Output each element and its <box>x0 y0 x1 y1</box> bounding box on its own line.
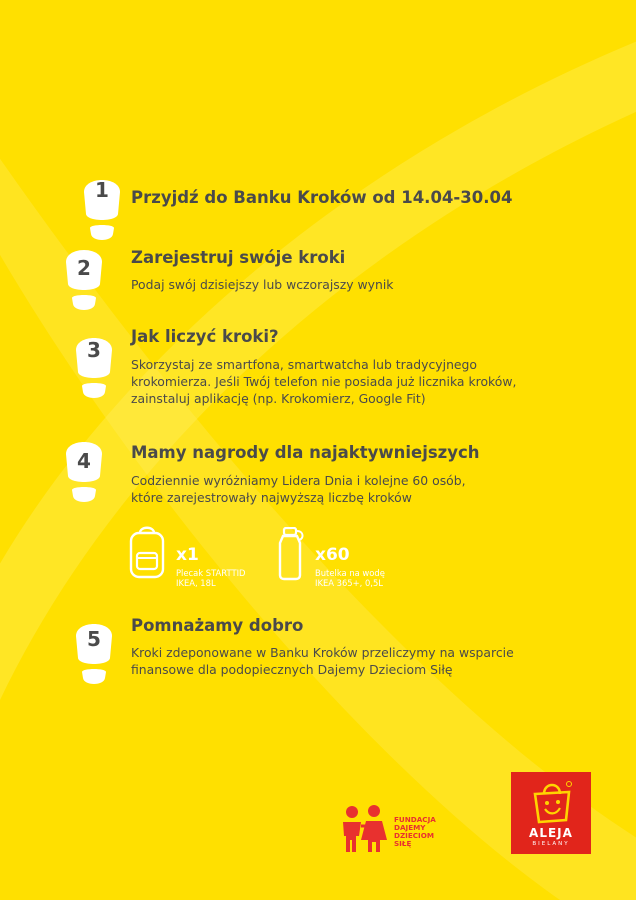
description-line: Kroki zdeponowane w Banku Kroków przeliczymy na wsparcie <box>131 645 514 660</box>
description-line: które zarejestrowały najwyższą liczbę kroków <box>131 490 412 505</box>
prize-bottle <box>275 527 425 597</box>
step-description <box>131 472 601 506</box>
description-line: Podaj swój dzisiejszy lub wczorajszy wynik <box>131 277 394 292</box>
prize-backpack <box>128 525 268 595</box>
step-title: Przyjdź do Banku Kroków od 14.04-30.04 <box>131 188 513 207</box>
aleja-bielany-logo <box>511 772 591 854</box>
step-number: 1 <box>95 178 109 202</box>
prize-label-line: Butelka na wodę <box>315 568 385 578</box>
step-title: Mamy nagrody dla najaktywniejszych <box>131 443 480 462</box>
step-number: 3 <box>87 338 101 362</box>
step-description <box>131 644 601 678</box>
description-line: finansowe dla podopiecznych Dajemy Dzieciom Siłę <box>131 662 453 677</box>
step-title: Pomnażamy dobro <box>131 616 304 635</box>
prize-label <box>176 568 246 588</box>
description-line: Skorzystaj ze smartfona, smartwatcha lub tradycyjnego <box>131 357 478 372</box>
description-line: krokomierza. Jeśli Twój telefon nie posiada już licznika kroków, <box>131 374 517 389</box>
water-bottle-icon <box>275 527 305 581</box>
foundation-line: DAJEMY <box>394 823 426 832</box>
step-description <box>131 356 601 407</box>
prize-label <box>315 568 385 588</box>
step-title: Jak liczyć kroki? <box>131 327 279 346</box>
prize-label-line: IKEA 365+, 0,5L <box>315 578 383 588</box>
brand-name: ALEJA <box>529 826 573 840</box>
step-number: 2 <box>77 256 91 280</box>
foundation-line: DZIECIOM <box>394 831 434 840</box>
description-line: zainstaluj aplikację (np. Krokomierz, Google Fit) <box>131 391 426 406</box>
backpack-icon <box>128 525 166 579</box>
step-number: 5 <box>87 627 101 651</box>
prize-label-line: Plecak STARTTID <box>176 568 246 578</box>
foundation-line: FUNDACJA <box>394 815 436 824</box>
footprint-icon <box>72 614 116 688</box>
step-title: Zarejestruj swóje kroki <box>131 248 346 267</box>
step-description <box>131 276 601 293</box>
step-number: 4 <box>77 449 91 473</box>
foundation-logo-icon <box>337 804 391 854</box>
foundation-line: SIŁĘ <box>394 839 412 848</box>
prize-label-line: IKEA, 18L <box>176 578 216 588</box>
brand-subtitle: BIELANY <box>532 841 570 847</box>
foundation-name <box>394 816 436 848</box>
prize-count: x1 <box>176 545 199 565</box>
description-line: Codziennie wyróżniamy Lidera Dnia i kolejne 60 osób, <box>131 473 466 488</box>
prize-count: x60 <box>315 545 350 565</box>
shopping-bag-icon <box>531 778 573 824</box>
